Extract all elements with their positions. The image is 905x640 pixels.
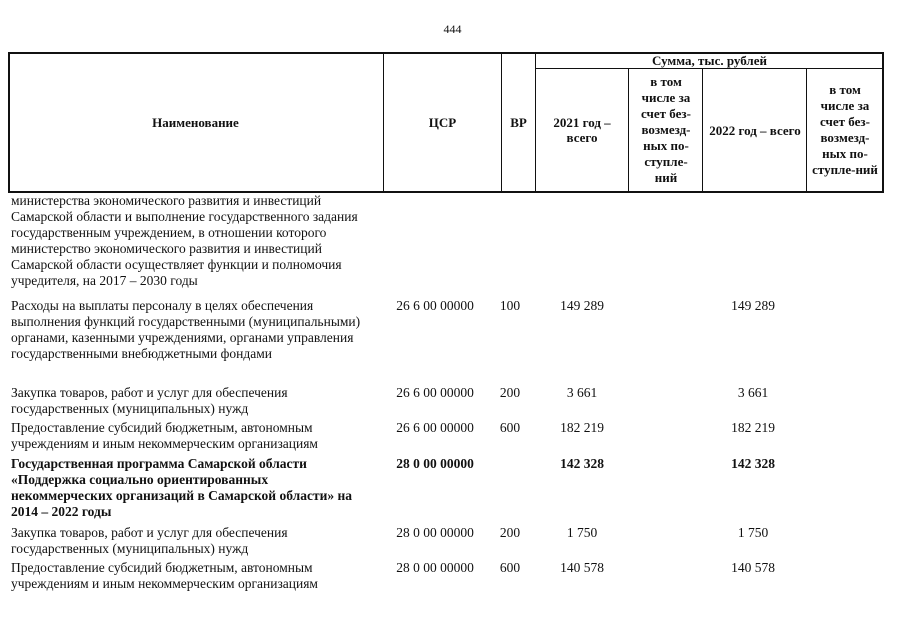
row-name: Государственная программа Самарской области «Поддержка социально ориентированных некоммерческих организаций в Самарской области» на 2014 – 2022 годы [11,456,353,519]
row-sum-2022: 142 328 [731,456,775,471]
table-header [8,52,884,192]
row-sum-2021: 149 289 [560,298,604,313]
col-name-header: Наименование [152,114,239,130]
col-2021-total-header: 2021 год – всего [553,115,611,145]
row-name: Предоставление субсидий бюджетным, автономным учреждениям и иным некоммерческим организациям [11,420,318,451]
row-name: Закупка товаров, работ и услуг для обеспечения государственных (муниципальных) нужд [11,525,288,556]
row-sum-2021: 182 219 [560,420,604,435]
row-csr: 28 0 00 00000 [396,560,474,575]
row-name: Предоставление субсидий бюджетным, автономным учреждениям и иным некоммерческим организациям [11,560,318,591]
col-2021-free-header: в том числе за счет без-возмезд-ных по-ступле-ний [641,74,691,185]
row-csr: 26 6 00 00000 [396,385,474,400]
row-name: Закупка товаров, работ и услуг для обеспечения государственных (муниципальных) нужд [11,385,288,416]
row-csr: 26 6 00 00000 [396,420,474,435]
col-csr-header: ЦСР [428,114,457,130]
row-name: Расходы на выплаты персоналу в целях обеспечения выполнения функций государственными (муниципальными) органами, казенными учреждениями, органами управления государственными внебюджетными фондами [11,298,361,361]
col-2022-total-header: 2022 год – всего [709,122,801,138]
row-sum-2022: 1 750 [737,525,769,540]
col-sum-group-header: Сумма, тыс. рублей [652,52,767,68]
col-vr-header: ВР [510,114,527,130]
page-number: 444 [443,22,462,36]
col-2022-free-header: в том числе за счет без-возмезд-ных по-ступле-ний [812,82,878,177]
row-vr: 100 [499,298,521,313]
row-sum-2022: 140 578 [731,560,775,575]
row-vr: 200 [499,385,521,400]
row-sum-2022: 3 661 [737,385,769,400]
row-sum-2021: 142 328 [560,456,604,471]
row-sum-2021: 3 661 [566,385,598,400]
row-csr: 26 6 00 00000 [396,298,474,313]
row-csr: 28 0 00 00000 [396,525,474,540]
row-vr: 200 [499,525,521,540]
row-vr: 600 [499,560,521,575]
row-sum-2021: 1 750 [566,525,598,540]
row-sum-2021: 140 578 [560,560,604,575]
row-name: министерства экономического развития и инвестиций Самарской области и выполнение государственного задания государственным учреждением, в отношении которого министерство экономического развития и инвестиций Самарской области осуществляет функции и полномочия учредителя, на 2017 – 2030 годы [11,193,358,288]
row-sum-2022: 149 289 [731,298,775,313]
row-vr: 600 [499,420,521,435]
row-sum-2022: 182 219 [731,420,775,435]
row-csr: 28 0 00 00000 [396,456,474,471]
